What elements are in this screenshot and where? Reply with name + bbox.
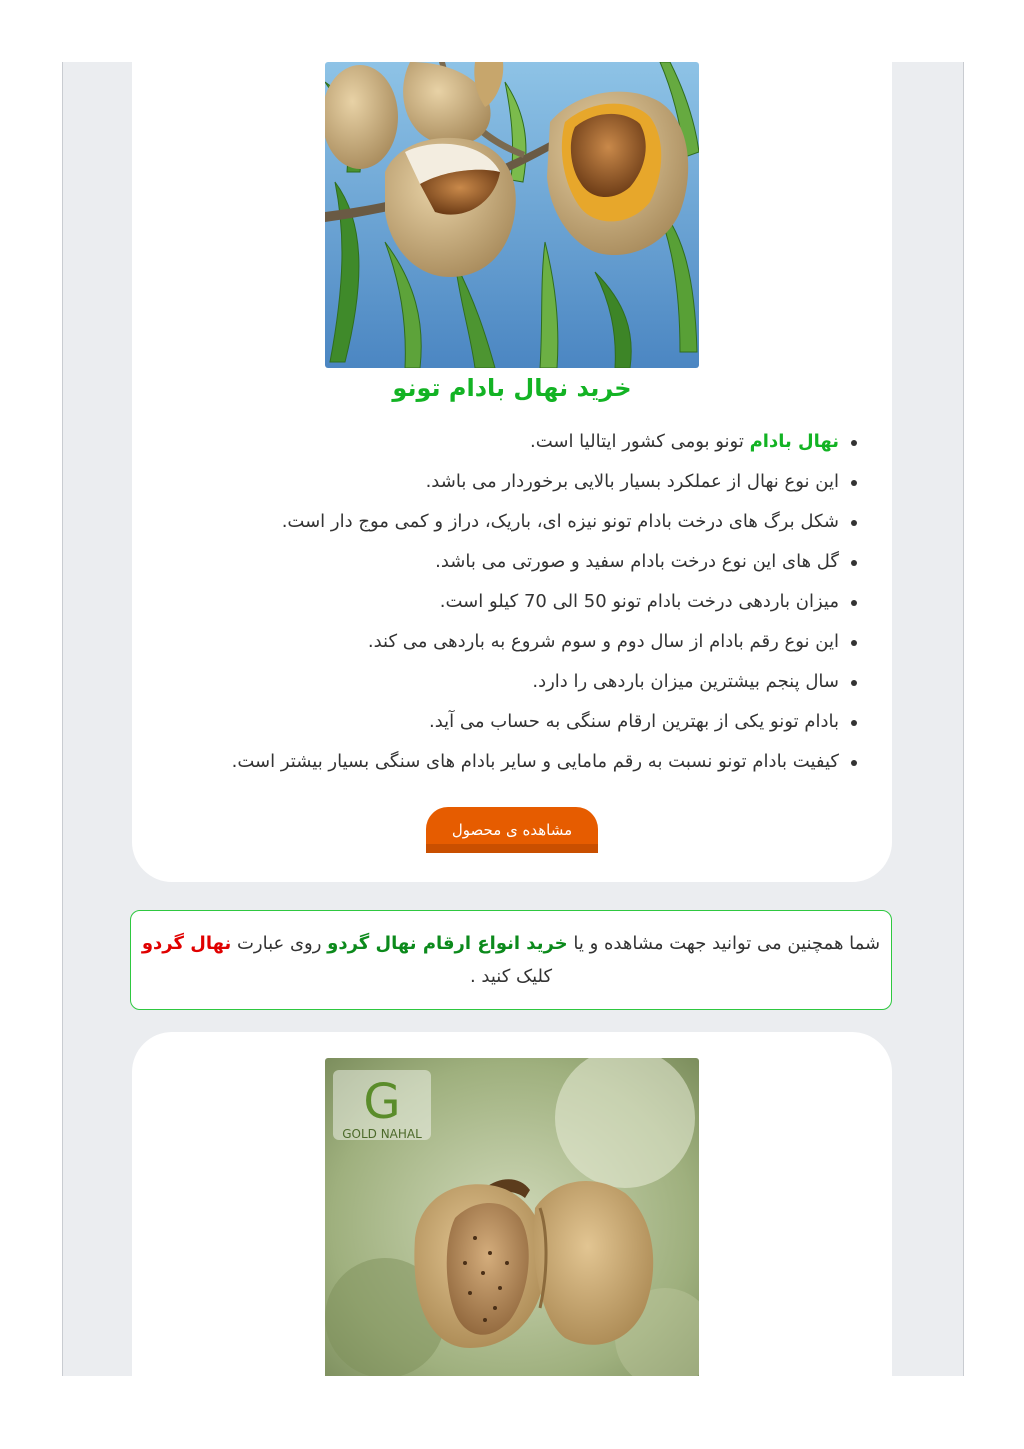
list-item xyxy=(142,582,862,622)
view-product-button[interactable]: مشاهده ی محصول xyxy=(426,807,598,853)
almond-sapling-link[interactable]: نهال بادام xyxy=(749,431,839,452)
list-item-text: تونو بومی کشور ایتالیا است. xyxy=(529,431,750,452)
list-item xyxy=(142,662,862,702)
logo-text: GOLD NAHAL xyxy=(342,1127,422,1141)
list-item xyxy=(142,702,862,742)
list-item-text: بادام تونو یکی از بهترین ارقام سنگی به حساب می آید. xyxy=(428,711,839,732)
list-item xyxy=(142,622,862,662)
buy-walnut-varieties-link[interactable]: خرید انواع ارقام نهال گردو xyxy=(327,933,568,954)
list-item xyxy=(142,742,862,782)
list-item xyxy=(142,462,862,502)
second-product-card xyxy=(132,1032,892,1376)
walnut-sapling-link[interactable]: نهال گردو xyxy=(141,933,232,954)
list-item xyxy=(142,422,862,462)
feature-list xyxy=(142,422,892,782)
notice-text: کلیک کنید . xyxy=(469,966,553,987)
walnut-notice-box xyxy=(130,910,892,1010)
product-card xyxy=(132,62,892,882)
page-background xyxy=(62,62,964,1376)
list-item-text: این نوع نهال از عملکرد بسیار بالایی برخوردار می باشد. xyxy=(425,471,839,492)
list-item xyxy=(142,542,862,582)
notice-text: روی عبارت xyxy=(231,933,328,954)
product-title: خرید نهال بادام تونو xyxy=(392,374,632,402)
list-item-text: گل های این نوع درخت بادام سفید و صورتی می باشد. xyxy=(435,551,839,572)
almond-tree-image xyxy=(325,62,699,368)
logo-letter: G xyxy=(363,1074,401,1130)
list-item-text: این نوع رقم بادام از سال دوم و سوم شروع به باردهی می کند. xyxy=(367,631,839,652)
list-item-text: شکل برگ های درخت بادام تونو نیزه ای، باریک، دراز و کمی موج دار است. xyxy=(281,511,839,532)
list-item-text: کیفیت بادام تونو نسبت به رقم مامایی و سایر بادام های سنگی بسیار بیشتر است. xyxy=(231,751,839,772)
list-item xyxy=(142,502,862,542)
list-item-text: سال پنجم بیشترین میزان باردهی را دارد. xyxy=(532,671,839,692)
notice-text: شما همچنین می توانید جهت مشاهده و یا xyxy=(567,933,881,954)
almond-fruit-image xyxy=(325,1058,699,1376)
list-item-text: میزان باردهی درخت بادام تونو 50 الی 70 کیلو است. xyxy=(439,591,839,612)
